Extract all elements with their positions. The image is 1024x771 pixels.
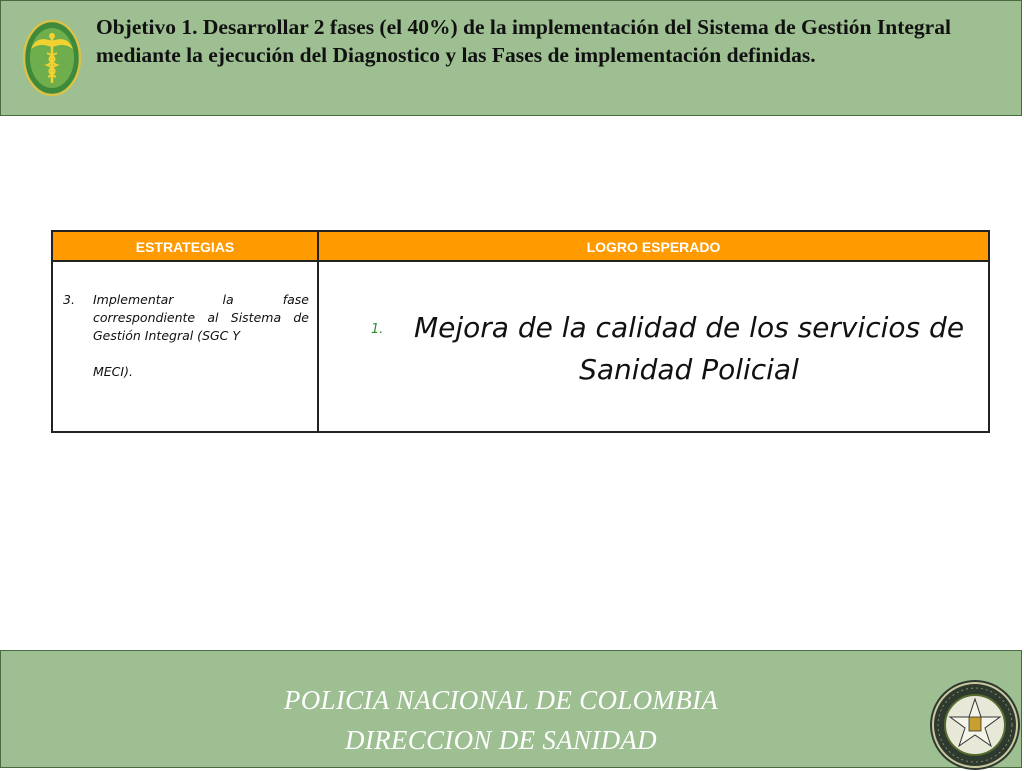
page-title: Objetivo 1. Desarrollar 2 fases (el 40%) de la implementación del Sistema de Gestión Integral mediante la ejecución del Diagnostico y las Fases de implementación definidas.	[96, 15, 951, 67]
police-seal-icon	[929, 679, 1021, 771]
strategy-description-cont: MECI).	[93, 364, 133, 379]
header-band	[0, 0, 1022, 116]
caduceus-emblem-icon	[23, 19, 81, 97]
logro-text: Mejora de la calidad de los servicios de Sanidad Policial	[413, 311, 965, 386]
strategies-table	[51, 230, 990, 433]
footer-band	[0, 650, 1022, 768]
column-header-estrategias: ESTRATEGIAS	[53, 232, 319, 260]
column-header-logro-esperado: LOGRO ESPERADO	[586, 239, 721, 255]
footer-organization: POLICIA NACIONAL DE COLOMBIA	[283, 685, 719, 715]
logro-number: 1.	[371, 322, 384, 337]
strategy-text	[63, 291, 309, 381]
footer-department: DIRECCION DE SANIDAD	[345, 725, 657, 755]
strategy-number: 3.	[63, 292, 75, 307]
strategy-description: Implementar la fase correspondiente al Sistema de Gestión Integral (SGC Y	[93, 292, 309, 343]
table-header-row	[53, 232, 988, 262]
logro-cell	[319, 262, 988, 431]
strategy-cell	[53, 262, 319, 431]
